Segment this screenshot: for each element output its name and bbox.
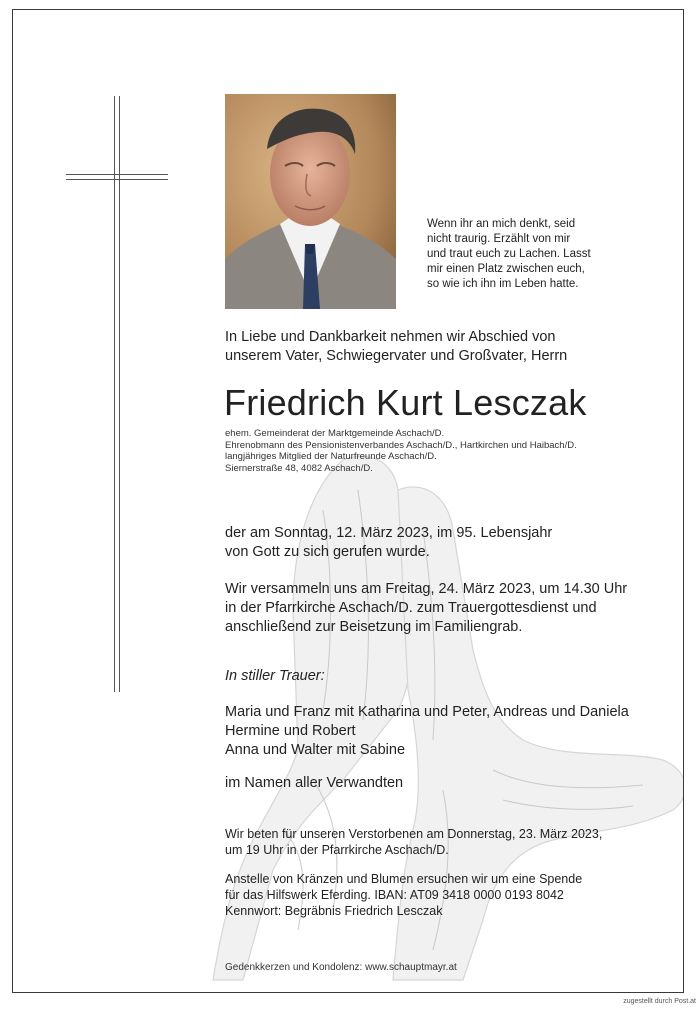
mourner-line: Maria und Franz mit Katharina und Peter, Andreas und Daniela bbox=[225, 704, 629, 720]
mourner-line: Anna und Walter mit Sabine bbox=[225, 742, 406, 758]
death-notice-line: von Gott zu sich gerufen wurde. bbox=[225, 544, 430, 560]
obituary-frame bbox=[12, 9, 684, 993]
delivery-stamp: zugestellt durch Post.at bbox=[623, 998, 696, 1005]
mourners-list bbox=[225, 703, 629, 760]
portrait-photo bbox=[225, 94, 396, 309]
donation-line: Anstelle von Kränzen und Blumen ersuchen wir um eine Spende bbox=[225, 872, 583, 886]
donation-line: für das Hilfswerk Eferding. IBAN: AT09 3418 0000 0193 8042 bbox=[225, 888, 564, 902]
intro-text bbox=[225, 328, 567, 366]
death-notice-line: der am Sonntag, 12. März 2023, im 95. Lebensjahr bbox=[225, 525, 553, 541]
quote-line: Wenn ihr an mich denkt, seid bbox=[427, 218, 576, 230]
prayer-line: um 19 Uhr in der Pfarrkirche Aschach/D. bbox=[225, 843, 449, 857]
title-line: Ehrenobmann des Pensionistenverbandes Aschach/D., Hartkirchen und Haibach/D. bbox=[225, 439, 577, 451]
funeral-line: Wir versammeln uns am Freitag, 24. März 2023, um 14.30 Uhr bbox=[225, 581, 628, 597]
deceased-name: Friedrich Kurt Lesczak bbox=[224, 382, 587, 423]
prayer-info bbox=[225, 826, 602, 858]
title-line: Siernerstraße 48, 4082 Aschach/D. bbox=[225, 462, 373, 474]
memorial-quote bbox=[427, 217, 627, 292]
relatives-line bbox=[225, 774, 403, 793]
intro-line: unserem Vater, Schwiegervater und Großvater, Herrn bbox=[225, 348, 568, 364]
quote-line: so wie ich ihn im Leben hatte. bbox=[427, 278, 579, 290]
prayer-line: Wir beten für unseren Verstorbenen am Donnerstag, 23. März 2023, bbox=[225, 827, 603, 841]
intro-line: In Liebe und Dankbarkeit nehmen wir Abschied von bbox=[225, 329, 556, 345]
death-notice bbox=[225, 524, 552, 562]
funeral-line: in der Pfarrkirche Aschach/D. zum Trauergottesdienst und bbox=[225, 600, 597, 616]
title-line: langjähriges Mitglied der Naturfreunde Aschach/D. bbox=[225, 451, 437, 462]
relatives-text: im Namen aller Verwandten bbox=[225, 775, 404, 791]
title-line: ehem. Gemeinderat der Marktgemeinde Aschach/D. bbox=[225, 428, 445, 439]
quote-line: und traut euch zu Lachen. Lasst bbox=[427, 248, 591, 260]
quote-line: mir einen Platz zwischen euch, bbox=[427, 263, 585, 275]
donation-info bbox=[225, 871, 582, 919]
condolence-footer: Gedenkkerzen und Kondolenz: www.schauptmayr.at bbox=[225, 962, 457, 973]
donation-line: Kennwort: Begräbnis Friedrich Lesczak bbox=[225, 904, 443, 918]
mourner-line: Hermine und Robert bbox=[225, 723, 356, 739]
mourners-heading: In stiller Trauer: bbox=[225, 668, 325, 684]
quote-line: nicht traurig. Erzählt von mir bbox=[427, 233, 571, 245]
funeral-line: anschließend zur Beisetzung im Familiengrab. bbox=[225, 619, 523, 635]
deceased-titles bbox=[225, 428, 577, 474]
funeral-info bbox=[225, 580, 627, 637]
